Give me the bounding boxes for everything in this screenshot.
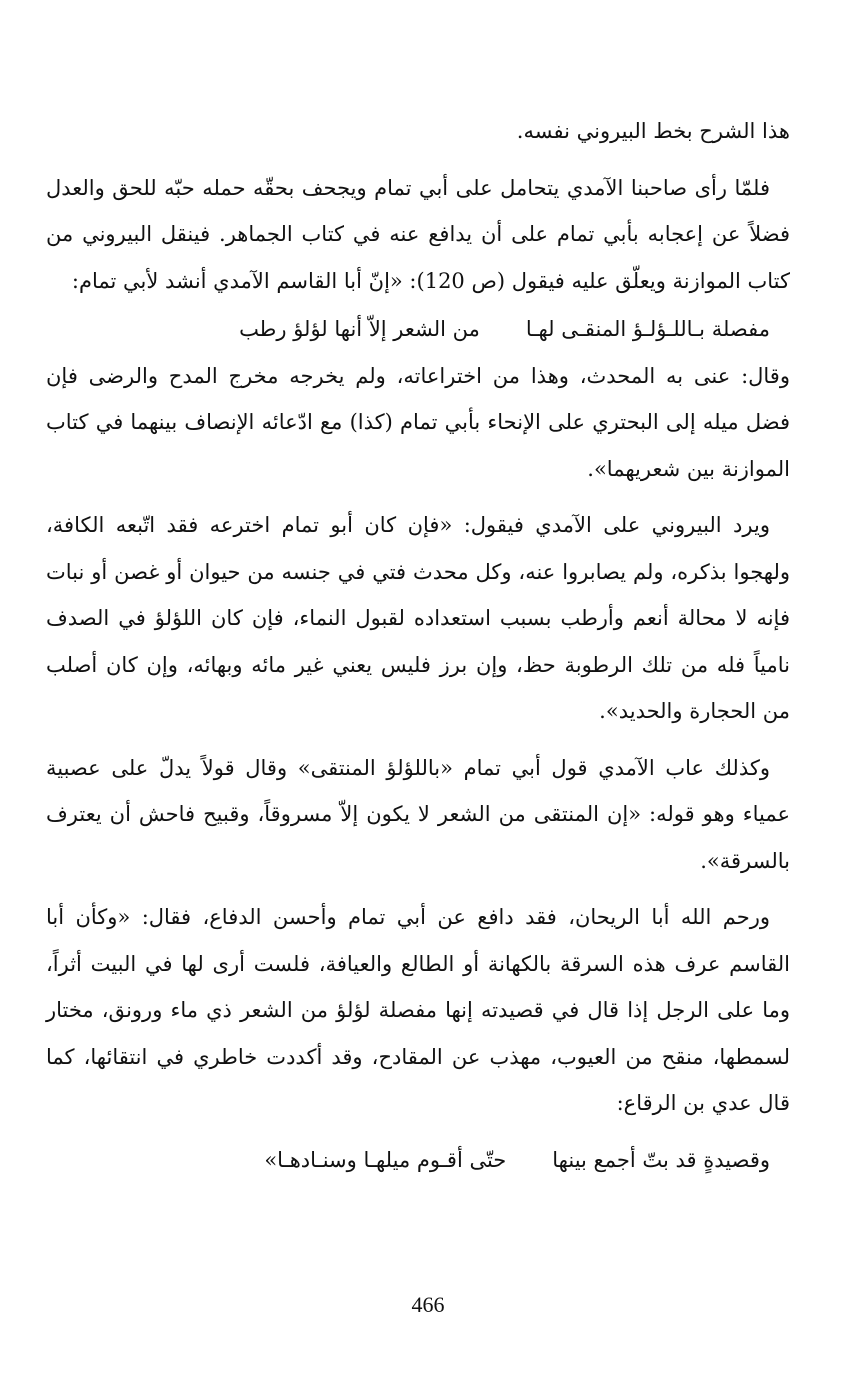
text-line: وكذلك عاب الآمدي قول أبي تمام «باللؤلؤ المنتقى» وقال قولاً يدلّ على xyxy=(111,755,770,780)
text-line: في البيت أثراً، وما على الرجل إذا قال في قصيدته إنها مفصلة لؤلؤ من الشعر xyxy=(46,951,790,1022)
verse-abu-tammam xyxy=(46,306,790,353)
text-line: فلمّا رأى صاحبنا الآمدي يتحامل على أبي تمام ويجحف بحقّه حمله حبّه xyxy=(164,175,770,200)
text-line: للحق والعدل فضلاً عن إعجابه بأبي تمام على أن يدافع عنه في كتاب الجماهر. xyxy=(46,175,790,246)
text-line: وقال: عنى به المحدث، وهذا من اختراعاته، ولم يخرجه مخرج المدح xyxy=(168,363,790,388)
text-line: أو غصن أو نبات فإنه لا محالة أنعم وأرطب بسبب استعداده لقبول النماء، فإن xyxy=(46,559,790,630)
verse-first-hemistich: وقصيدةٍ قد بتّ أجمع بينها xyxy=(552,1147,770,1172)
text-line: الكافة، ولهجوا بذكره، ولم يصابروا عنه، وكل محدث فتي في جنسه من حيوان xyxy=(46,513,790,584)
text-line: كان اللؤلؤ في الصدف نامياً فله من تلك الرطوبة حظ، وإن برز فليس يعني غير xyxy=(46,606,790,677)
verse-second-hemistich: من الشعر إلاّ أنها لؤلؤ رطب xyxy=(239,317,480,341)
text-line: مائه وبهائه، وإن كان أصلب من الحجارة والحديد». xyxy=(46,652,790,723)
text-line: «وكأن أبا القاسم عرف هذه السرقة بالكهانة أو الطالع والعيافة، فلست أرى لها xyxy=(46,905,790,976)
text-line: ويرد البيروني على الآمدي فيقول: «فإن كان أبو تمام اخترعه فقد اتّبعه xyxy=(115,513,770,537)
paragraph-biruni-reply xyxy=(46,502,790,735)
paragraph-abu-rayhan-defense xyxy=(46,894,790,1127)
paragraph-continuation xyxy=(46,108,790,155)
text-line: فاحش أن يعترف بالسرقة». xyxy=(46,802,790,873)
text-line: الآمدي أنشد لأبي تمام: xyxy=(71,268,270,293)
paragraph-biruni-defense-intro xyxy=(46,165,790,305)
text-line: أكددت خاطري في انتقائها، كما قال عدي بن الرقاع: xyxy=(46,1044,790,1115)
text-line: هذا الشرح بخط البيروني نفسه. xyxy=(516,119,790,143)
verse-adi-ibn-al-riqa xyxy=(46,1137,790,1184)
text-line: عصبية عمياء وهو قوله: «إن المنتقى من الشعر لا يكون إلاّ مسروقاً، وقبيح xyxy=(46,755,790,826)
text-line: الإنصاف بينهما في كتاب الموازنة بين شعريهما». xyxy=(46,410,790,481)
verse-second-hemistich: حتّى أقـوم ميلهـا وسنـادهـا» xyxy=(264,1147,507,1172)
text-line: ورحم الله أبا الريحان، فقد دافع عن أبي تمام وأحسن الدفاع، فقال: xyxy=(141,905,770,929)
page-number: 466 xyxy=(411,1292,445,1317)
text-line: فينقل البيروني من كتاب الموازنة ويعلّق عليه فيقول (ص 120): «إنّ أبا القاسم xyxy=(46,222,790,293)
body-text xyxy=(46,108,790,1183)
paragraph-amidi-criticism xyxy=(46,745,790,885)
paragraph-amidi-comment xyxy=(46,353,790,493)
verse-first-hemistich: مفصلة بـاللـؤلـؤ المنقـى لهـا xyxy=(525,317,770,341)
text-line: والرضى فإن فضل ميله إلى البحتري على الإنحاء بأبي تمام (كذا) مع ادّعائه xyxy=(46,363,790,434)
text-line: ذي ماء ورونق، مختار لسمطها، منقح من العيوب، مهذب عن المقادح، وقد xyxy=(46,998,790,1069)
